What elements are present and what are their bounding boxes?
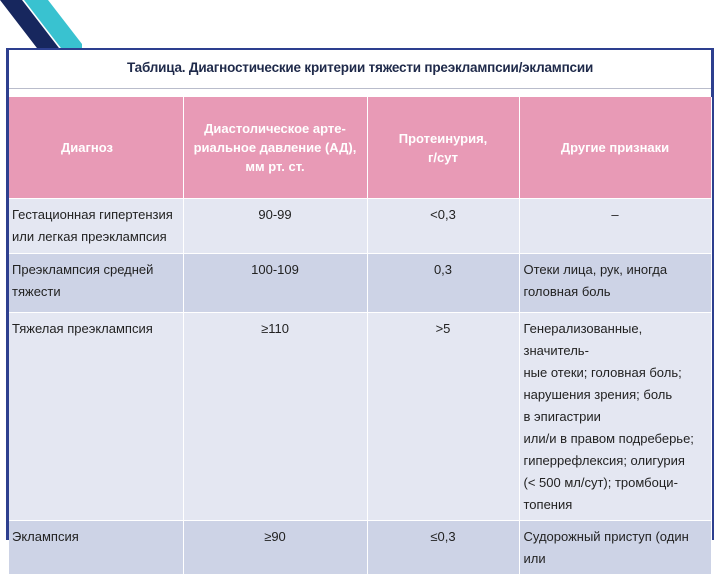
cell-other-signs: Судорожный приступ (один или xyxy=(519,521,711,574)
cell-diagnosis: Тяжелая преэклампсия xyxy=(9,313,183,521)
table-header-row xyxy=(9,97,711,199)
cell-diastolic-pressure: 100-109 xyxy=(183,254,367,313)
table-row xyxy=(9,254,711,313)
header-diagnosis: Диагноз xyxy=(9,97,183,199)
cell-diagnosis: Эклампсия xyxy=(9,521,183,574)
header-proteinuria: Протеинурия, г/сут xyxy=(367,97,519,199)
cell-diastolic-pressure: 90-99 xyxy=(183,199,367,254)
cell-proteinuria: <0,3 xyxy=(367,199,519,254)
header-diastolic-pressure: Диастолическое арте- риальное давление (АД), мм рт. ст. xyxy=(183,97,367,199)
title-divider xyxy=(9,88,711,89)
cell-other-signs: Генерализованные, значитель- ные отеки; головная боль; нарушения зрения; боль в эпигастрии или/и в правом подреберье; гиперрефлексия; олигурия (< 500 мл/сут); тромбоци- топения xyxy=(519,313,711,521)
logo-chevron xyxy=(0,0,90,52)
table-row xyxy=(9,199,711,254)
cell-diastolic-pressure: ≥110 xyxy=(183,313,367,521)
cell-diagnosis: Преэклампсия средней тяжести xyxy=(9,254,183,313)
table-row xyxy=(9,313,711,521)
cell-other-signs: – xyxy=(519,199,711,254)
cell-proteinuria: 0,3 xyxy=(367,254,519,313)
cell-diastolic-pressure: ≥90 xyxy=(183,521,367,574)
cell-diagnosis: Гестационная гипертензия или легкая преэклампсия xyxy=(9,199,183,254)
cell-other-signs: Отеки лица, рук, иногда головная боль xyxy=(519,254,711,313)
table-row xyxy=(9,521,711,574)
header-other-signs: Другие признаки xyxy=(519,97,711,199)
table-title: Таблица. Диагностические критерии тяжести преэклампсии/эклампсии xyxy=(9,60,711,75)
criteria-table xyxy=(9,97,712,574)
cell-proteinuria: ≤0,3 xyxy=(367,521,519,574)
cell-proteinuria: >5 xyxy=(367,313,519,521)
slide-frame xyxy=(6,48,714,540)
